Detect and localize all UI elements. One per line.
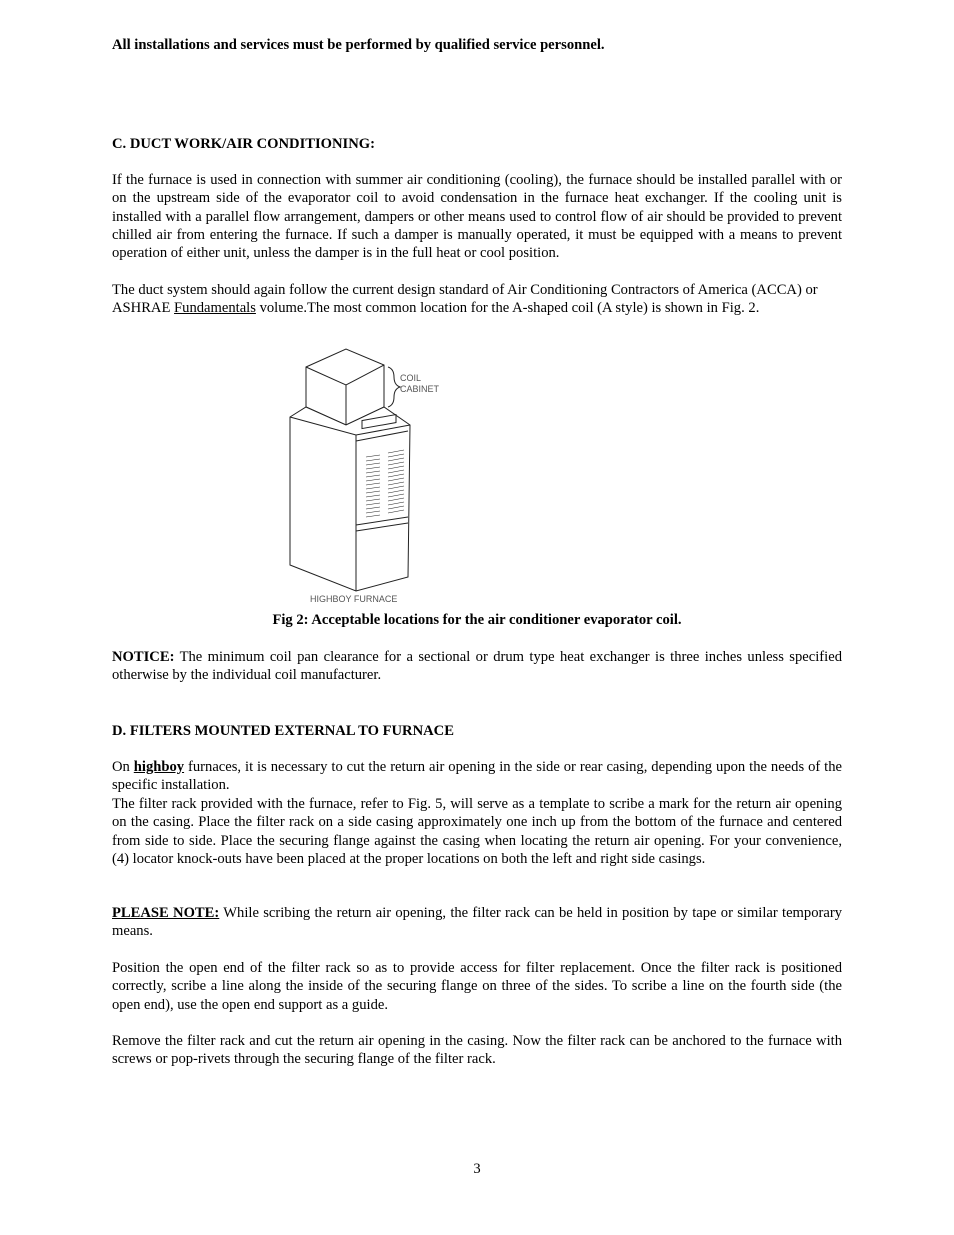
para2-text-after: volume.The most common location for the A-shaped coil (A style) is shown in Fig. 2. <box>255 300 760 317</box>
highboy-term: highboy <box>133 759 185 775</box>
section-d-paragraph-2: The filter rack provided with the furnace, refer to Fig. 5, will serve as a template to scribe a mark for the return air opening on the casing. Place the filter rack on a side casing approximately one inch up from the bottom of the furnace and centered from side to side. Place the securing flange against the casing when locating the return air opening. For your convenience, (4) locator knock-outs have been placed at the proper locations on both the left and right side casings. <box>112 796 842 867</box>
section-c-paragraph-1: If the furnace is used in connection with summer air conditioning (cooling), the furnace should be installed parallel with or on the upstream side of the evaporator coil to avoid condensation in the furnace heat exchanger. If the cooling unit is installed with a parallel flow arrangement, dampers or other means used to control flow of air should be provided to prevent chilled air from entering the furnace. If such a damper is manually operated, it must be equipped with a means to prevent operation of either unit, unless the damper is in the full heat or cool position. <box>112 172 842 262</box>
notice-label: NOTICE: <box>112 649 175 665</box>
section-d-paragraph-4: Remove the filter rack and cut the return air opening in the casing. Now the filter rack can be anchored to the furnace with screws or pop-rivets through the securing flange of the filter rack. <box>112 1033 842 1068</box>
please-note-text: While scribing the return air opening, the filter rack can be held in position by tape or similar temporary means. <box>112 905 842 940</box>
para2-text-before: The duct system should again follow the current design standard of Air Conditioning Contractors of America (ACCA) or ASHRAE <box>112 282 818 317</box>
section-d-paragraph-3: Position the open end of the filter rack so as to provide access for filter replacement. Once the filter rack is positioned correctly, scribe a line along the inside of the securing flange on three of the sides. To scribe a line on the fourth side (the open end), use the open end support as a guide. <box>112 960 842 1013</box>
para1-prefix: On <box>112 759 134 775</box>
furnace-label: HIGHBOY FURNACE <box>310 594 398 604</box>
section-c-heading: C. DUCT WORK/AIR CONDITIONING: <box>112 136 375 152</box>
coil-label-line1: COIL <box>400 373 422 383</box>
fundamentals-title: Fundamentals <box>174 300 256 317</box>
figure-caption: Fig 2: Acceptable locations for the air conditioner evaporator coil. <box>272 612 682 628</box>
section-d-heading: D. FILTERS MOUNTED EXTERNAL TO FURNACE <box>112 723 454 739</box>
page-number: 3 <box>473 1161 481 1177</box>
header-notice: All installations and services must be performed by qualified service personnel. <box>112 37 605 53</box>
section-c-paragraph-2 <box>112 281 842 318</box>
section-d-paragraph-1 <box>112 758 842 795</box>
para1-rest: furnaces, it is necessary to cut the return air opening in the side or rear casing, depending upon the needs of the specific installation. <box>112 759 842 794</box>
notice-text: The minimum coil pan clearance for a sectional or drum type heat exchanger is three inches unless specified otherwise by the individual coil manufacturer. <box>112 649 842 684</box>
please-note-label: PLEASE NOTE: <box>112 905 220 921</box>
please-note-paragraph <box>112 904 842 941</box>
coil-label-line2: CABINET <box>400 384 440 394</box>
furnace-figure <box>280 345 480 607</box>
notice-paragraph <box>112 648 842 685</box>
furnace-illustration <box>280 345 480 607</box>
